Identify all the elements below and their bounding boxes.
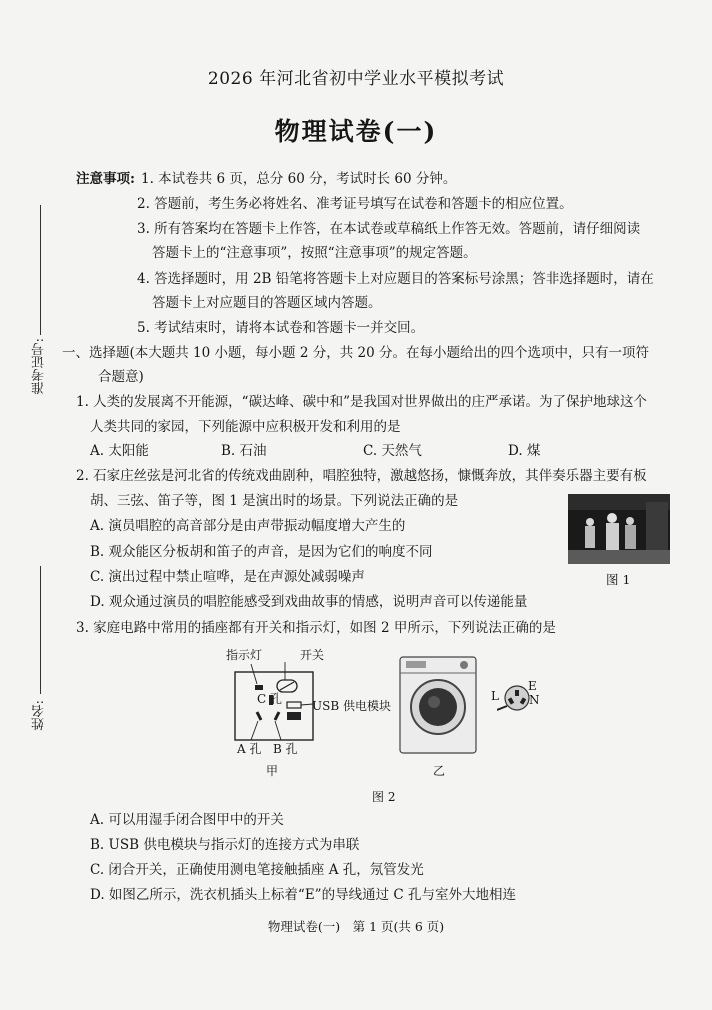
q2-stem-cont: 胡、三弦、笛子等，图 1 是演出时的场景。下列说法正确的是: [90, 493, 459, 509]
q2-option-c: C. 演出过程中禁止喧哗，是在声源处减弱噪声: [90, 569, 365, 585]
figure-1-caption: 图 1: [606, 572, 631, 587]
q3-option-b: B. USB 供电模块与指示灯的连接方式为串联: [90, 837, 360, 853]
notice-item-4: 4. 答选择题时，用 2B 铅笔将答题卡上对应题目的答案标号涂黑；答非选择题时，请在: [137, 271, 654, 287]
name-label: 姓名:: [32, 700, 47, 731]
figure-2-usb-label: USB 供电模块: [312, 699, 391, 713]
notice-item-1: 1. 本试卷共 6 页，总分 60 分，考试时长 60 分钟。: [141, 171, 457, 187]
figure-2-indicator-label: 指示灯: [226, 648, 263, 662]
q3-option-d: D. 如图乙所示，洗衣机插头上标着“E”的导线通过 C 孔与室外大地相连: [90, 887, 516, 903]
q2-option-b: B. 观众能区分板胡和笛子的声音，是因为它们的响度不同: [90, 544, 433, 560]
notice-item-2: 2. 答题前，考生务必将姓名、准考证号填写在试卷和答题卡的相应位置。: [137, 196, 573, 212]
notice-item-5: 5. 考试结束时，请将本试卷和答题卡一并交回。: [137, 320, 425, 336]
paper-title: 物理试卷(一): [274, 117, 438, 146]
figure-2-plug-l-label: L: [491, 689, 499, 703]
figure-2-plug-n-label: N: [529, 693, 540, 707]
section-heading-cont: 合题意): [98, 369, 144, 385]
figure-1-stage-photo: [568, 494, 670, 564]
q1-option-a: A. 太阳能: [90, 443, 149, 459]
name-line: [40, 566, 41, 694]
figure-2-caption: 图 2: [372, 790, 396, 804]
figure-2-hole-a-label: A 孔: [237, 742, 262, 756]
exam-title: 2026 年河北省初中学业水平模拟考试: [207, 69, 505, 89]
section-heading: 一、选择题(本大题共 10 小题，每小题 2 分，共 20 分。在每小题给出的四个选项中，只有一项符: [62, 345, 649, 361]
q2-option-a: A. 演员唱腔的高音部分是由声带振动幅度增大产生的: [90, 518, 406, 534]
q2-option-d: D. 观众通过演员的唱腔能感受到戏曲故事的情感，说明声音可以传递能量: [90, 594, 528, 610]
figure-2-hole-c-label: C 孔: [257, 692, 282, 706]
figure-2-hole-b-label: B 孔: [273, 742, 298, 756]
q1-stem: 1. 人类的发展离不开能源，“碳达峰、碳中和”是我国对世界做出的庄严承诺。为了保护地球这个: [76, 394, 647, 410]
notice-item-3: 3. 所有答案均在答题卡上作答，在本试卷或草稿纸上作答无效。答题前，请仔细阅读: [137, 221, 641, 237]
q1-option-c: C. 天然气: [363, 443, 422, 459]
figure-2-plug-e-label: E: [528, 679, 537, 693]
q3-option-c: C. 闭合开关，正确使用测电笔接触插座 A 孔，氖管发光: [90, 862, 424, 878]
notice-label: 注意事项:: [76, 171, 135, 187]
notice-item-4-cont: 答题卡上对应题目的答题区域内答题。: [152, 295, 382, 311]
figure-2-washing-machine: [398, 655, 478, 755]
notice-item-3-cont: 答题卡上的“注意事项”，按照“注意事项”的规定答题。: [152, 245, 477, 261]
q3-option-a: A. 可以用湿手闭合图甲中的开关: [90, 812, 284, 828]
figure-2-sub-b-label: 乙: [433, 764, 446, 778]
exam-number-label: 准考证号:: [32, 338, 47, 395]
q3-stem: 3. 家庭电路中常用的插座都有开关和指示灯，如图 2 甲所示，下列说法正确的是: [76, 620, 556, 636]
figure-2-switch-label: 开关: [300, 648, 325, 662]
q2-stem: 2. 石家庄丝弦是河北省的传统戏曲剧种，唱腔独特，激越悠扬，慷慨奔放，其伴奏乐器主要有板: [76, 468, 647, 484]
q1-option-b: B. 石油: [221, 443, 267, 459]
figure-2-sub-a-label: 甲: [266, 764, 279, 778]
exam-number-line: [40, 205, 41, 335]
q1-stem-cont: 人类共同的家园，下列能源中应积极开发和利用的是: [90, 419, 401, 435]
q1-option-d: D. 煤: [508, 443, 541, 459]
page-footer: 物理试卷(一) 第 1 页(共 6 页): [267, 919, 445, 934]
